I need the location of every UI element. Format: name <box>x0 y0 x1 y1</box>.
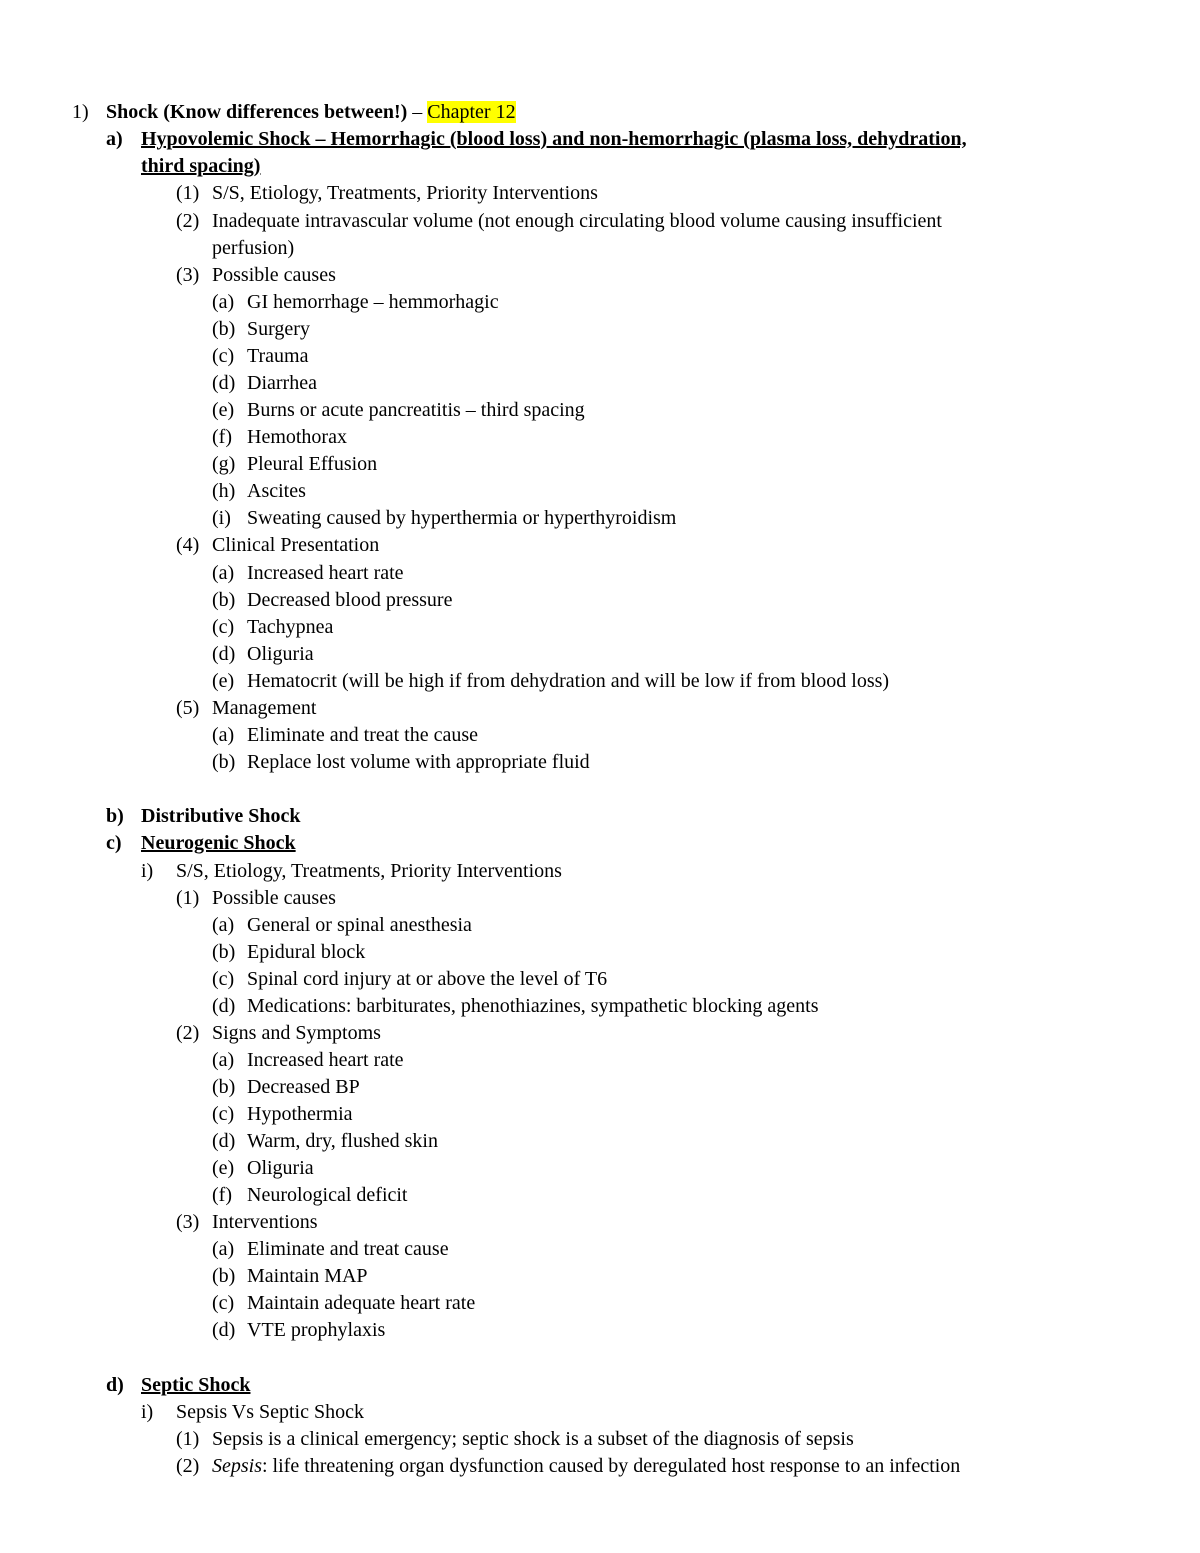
list-marker: (a) <box>212 724 235 746</box>
list-marker: (f) <box>212 1184 232 1206</box>
list-item: Tachypnea <box>247 616 334 638</box>
list-marker: (b) <box>212 589 236 611</box>
list-marker: (a) <box>212 562 235 584</box>
list-marker: d) <box>106 1374 124 1396</box>
list-marker: (3) <box>176 1211 200 1233</box>
list-marker: (b) <box>212 751 236 773</box>
list-marker: (a) <box>212 1049 235 1071</box>
list-marker: (b) <box>212 1265 236 1287</box>
list-item: Hemothorax <box>247 426 347 448</box>
list-marker: (2) <box>176 1022 200 1044</box>
list-item <box>212 1453 960 1480</box>
list-marker: (g) <box>212 453 236 475</box>
list-item: General or spinal anesthesia <box>247 914 472 936</box>
list-marker: (e) <box>212 670 235 692</box>
list-item-continued: perfusion) <box>212 237 295 259</box>
list-item: Neurological deficit <box>247 1184 408 1206</box>
list-item: Clinical Presentation <box>212 534 380 556</box>
list-marker: 1) <box>72 101 89 123</box>
term-sepsis: Sepsis <box>212 1455 262 1477</box>
heading-dash: – <box>412 101 423 123</box>
heading-hypovolemic-line1: Hypovolemic Shock – Hemorrhagic (blood loss) and non-hemorrhagic (plasma loss, dehydration, <box>141 128 967 150</box>
list-marker: (a) <box>212 1238 235 1260</box>
list-item: Maintain MAP <box>247 1265 368 1287</box>
list-marker: (h) <box>212 480 236 502</box>
list-item: Possible causes <box>212 264 336 286</box>
list-marker: b) <box>106 805 124 827</box>
list-item: S/S, Etiology, Treatments, Priority Interventions <box>212 182 598 204</box>
list-item: VTE prophylaxis <box>247 1319 386 1341</box>
list-marker: (1) <box>176 887 200 909</box>
list-item: Increased heart rate <box>247 562 404 584</box>
list-marker: (5) <box>176 697 200 719</box>
list-marker: (e) <box>212 1157 235 1179</box>
list-marker: (a) <box>212 291 235 313</box>
list-marker: (2) <box>176 210 200 232</box>
list-item: Hematocrit (will be high if from dehydration and will be low if from blood loss) <box>247 670 890 692</box>
list-item: Decreased blood pressure <box>247 589 453 611</box>
definition-text: : life threatening organ dysfunction caused by deregulated host response to an infection <box>262 1455 961 1477</box>
list-marker: (c) <box>212 1292 235 1314</box>
list-marker: (e) <box>212 399 235 421</box>
list-item: Trauma <box>247 345 309 367</box>
list-marker: (d) <box>212 1319 236 1341</box>
list-marker: (b) <box>212 941 236 963</box>
list-item: Pleural Effusion <box>247 453 378 475</box>
list-marker: (1) <box>176 1428 200 1450</box>
list-item: Diarrhea <box>247 372 317 394</box>
list-item: Interventions <box>212 1211 318 1233</box>
list-marker: (2) <box>176 1455 200 1477</box>
list-item: Spinal cord injury at or above the level of T6 <box>247 968 608 990</box>
heading-hypovolemic-line2: third spacing) <box>141 155 261 177</box>
list-marker: c) <box>106 832 122 854</box>
list-marker: (1) <box>176 182 200 204</box>
list-marker: (c) <box>212 345 235 367</box>
list-marker: (d) <box>212 995 236 1017</box>
list-marker: (i) <box>212 507 231 529</box>
list-marker: (f) <box>212 426 232 448</box>
list-marker: (b) <box>212 1076 236 1098</box>
list-item: Surgery <box>247 318 310 340</box>
list-marker: (c) <box>212 968 235 990</box>
heading-distributive: Distributive Shock <box>141 805 301 827</box>
list-item: Ascites <box>247 480 306 502</box>
list-item: Maintain adequate heart rate <box>247 1292 476 1314</box>
list-marker: (a) <box>212 914 235 936</box>
list-item: Sweating caused by hyperthermia or hyperthyroidism <box>247 507 677 529</box>
list-item: Sepsis Vs Septic Shock <box>176 1401 364 1423</box>
list-item: Medications: barbiturates, phenothiazines, sympathetic blocking agents <box>247 995 819 1017</box>
list-marker: (c) <box>212 616 235 638</box>
list-marker: (b) <box>212 318 236 340</box>
list-marker: (d) <box>212 372 236 394</box>
list-item: Signs and Symptoms <box>212 1022 381 1044</box>
list-item: Decreased BP <box>247 1076 360 1098</box>
chapter-highlight: Chapter 12 <box>427 101 516 123</box>
outline-item-1 <box>72 99 89 126</box>
list-item: Oliguria <box>247 1157 314 1179</box>
list-item: Management <box>212 697 317 719</box>
list-marker: (c) <box>212 1103 235 1125</box>
list-marker: (d) <box>212 1130 236 1152</box>
list-item: Replace lost volume with appropriate fluid <box>247 751 590 773</box>
list-item: Increased heart rate <box>247 1049 404 1071</box>
list-item: Possible causes <box>212 887 336 909</box>
list-item: Eliminate and treat cause <box>247 1238 449 1260</box>
list-marker: i) <box>141 860 154 882</box>
list-item: Hypothermia <box>247 1103 353 1125</box>
list-item: Inadequate intravascular volume (not enough circulating blood volume causing insufficient <box>212 210 942 232</box>
list-item: Epidural block <box>247 941 366 963</box>
list-item: Sepsis is a clinical emergency; septic shock is a subset of the diagnosis of sepsis <box>212 1428 854 1450</box>
heading-shock-title: Shock (Know differences between!) <box>106 101 408 123</box>
heading-neurogenic: Neurogenic Shock <box>141 832 296 854</box>
list-marker: a) <box>106 128 123 150</box>
heading-septic: Septic Shock <box>141 1374 251 1396</box>
list-item: Warm, dry, flushed skin <box>247 1130 438 1152</box>
list-item: S/S, Etiology, Treatments, Priority Interventions <box>176 860 562 882</box>
list-item: GI hemorrhage – hemmorhagic <box>247 291 499 313</box>
list-marker: (4) <box>176 534 200 556</box>
list-marker: (d) <box>212 643 236 665</box>
heading-shock <box>106 99 516 126</box>
list-marker: (3) <box>176 264 200 286</box>
list-item: Burns or acute pancreatitis – third spacing <box>247 399 585 421</box>
list-marker: i) <box>141 1401 154 1423</box>
list-item: Oliguria <box>247 643 314 665</box>
list-item: Eliminate and treat the cause <box>247 724 479 746</box>
